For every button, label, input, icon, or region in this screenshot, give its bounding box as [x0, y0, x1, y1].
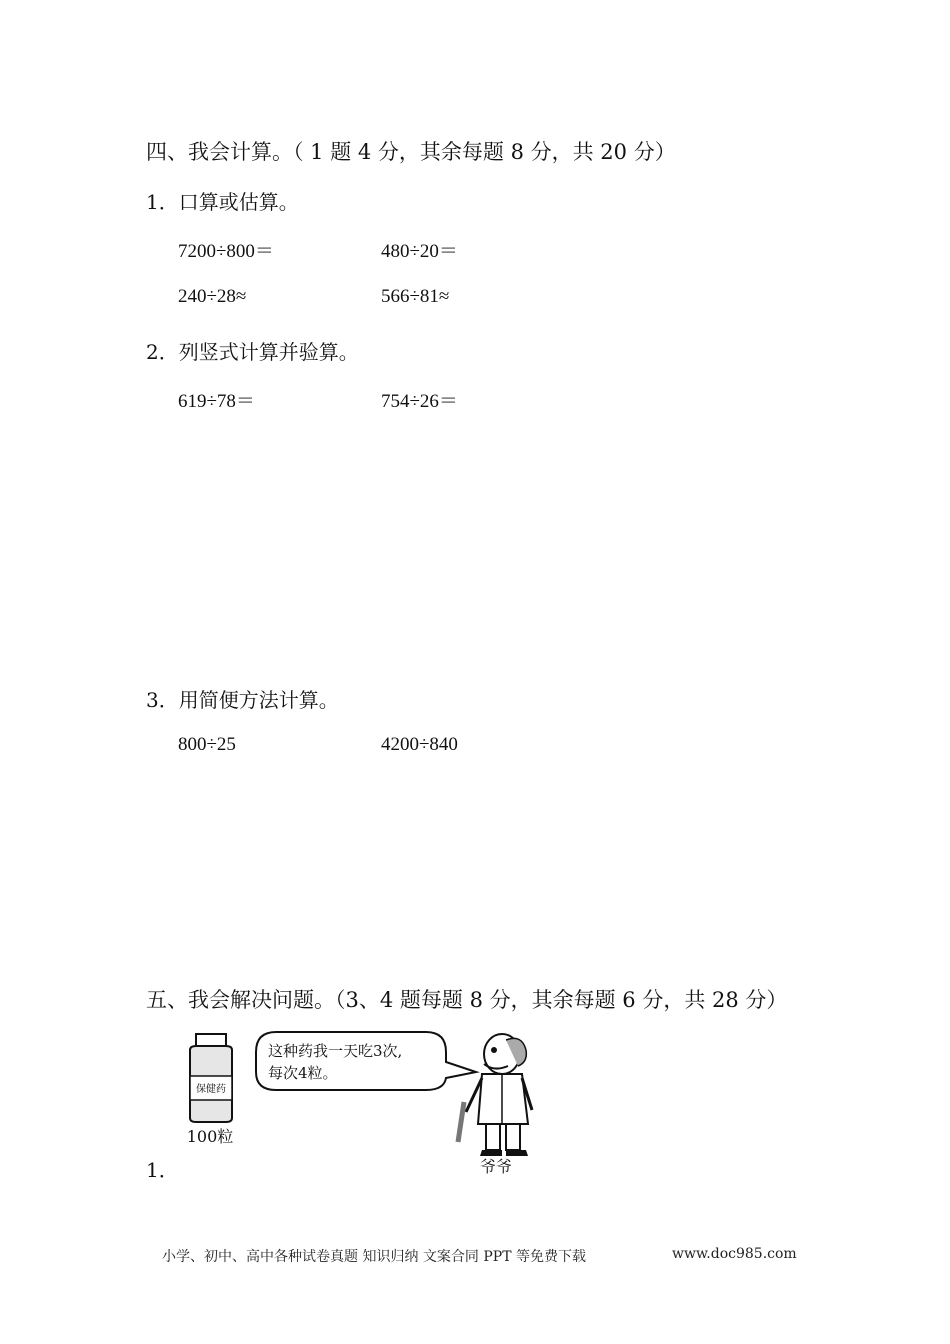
q2-expr-1: 619÷78＝	[178, 391, 255, 412]
speech-bubble	[256, 1032, 476, 1090]
s5-q1-number: 1．	[146, 1158, 179, 1182]
q3-expr-2: 4200÷840	[381, 734, 458, 755]
section5-heading: 五、我会解决问题。（3、4 题每题 8 分，其余每题 6 分，共 28 分）	[146, 988, 788, 1012]
bottle-caption: 100粒	[186, 1127, 234, 1146]
q1-expr-2: 480÷20＝	[381, 241, 458, 262]
footer-url[interactable]: www.doc985.com	[672, 1246, 797, 1262]
grandpa-caption: 爷爷	[479, 1157, 513, 1176]
q1-expr-1: 7200÷800＝	[178, 241, 274, 262]
medicine-bottle-icon	[190, 1034, 232, 1122]
q1-expr-4: 566÷81≈	[381, 286, 450, 307]
q1-expr-3: 240÷28≈	[178, 286, 247, 307]
q3-title: 3．用简便方法计算。	[146, 688, 339, 712]
q2-title: 2．列竖式计算并验算。	[146, 340, 359, 364]
q1-title: 1．口算或估算。	[146, 190, 299, 214]
q3-expr-1: 800÷25	[178, 734, 236, 755]
medicine-illustration	[176, 1026, 556, 1176]
speech-line-2: 每次4粒。	[268, 1064, 338, 1082]
section4-heading: 四、我会计算。（ 1 题 4 分，其余每题 8 分，共 20 分）	[146, 140, 676, 164]
q2-expr-2: 754÷26＝	[381, 391, 458, 412]
grandpa-icon	[458, 1034, 532, 1156]
speech-line-1: 这种药我一天吃3次,	[268, 1042, 403, 1060]
footer-text: 小学、初中、高中各种试卷真题 知识归纳 文案合同 PPT 等免费下载	[162, 1249, 586, 1265]
bottle-label: 保健药	[196, 1084, 226, 1095]
